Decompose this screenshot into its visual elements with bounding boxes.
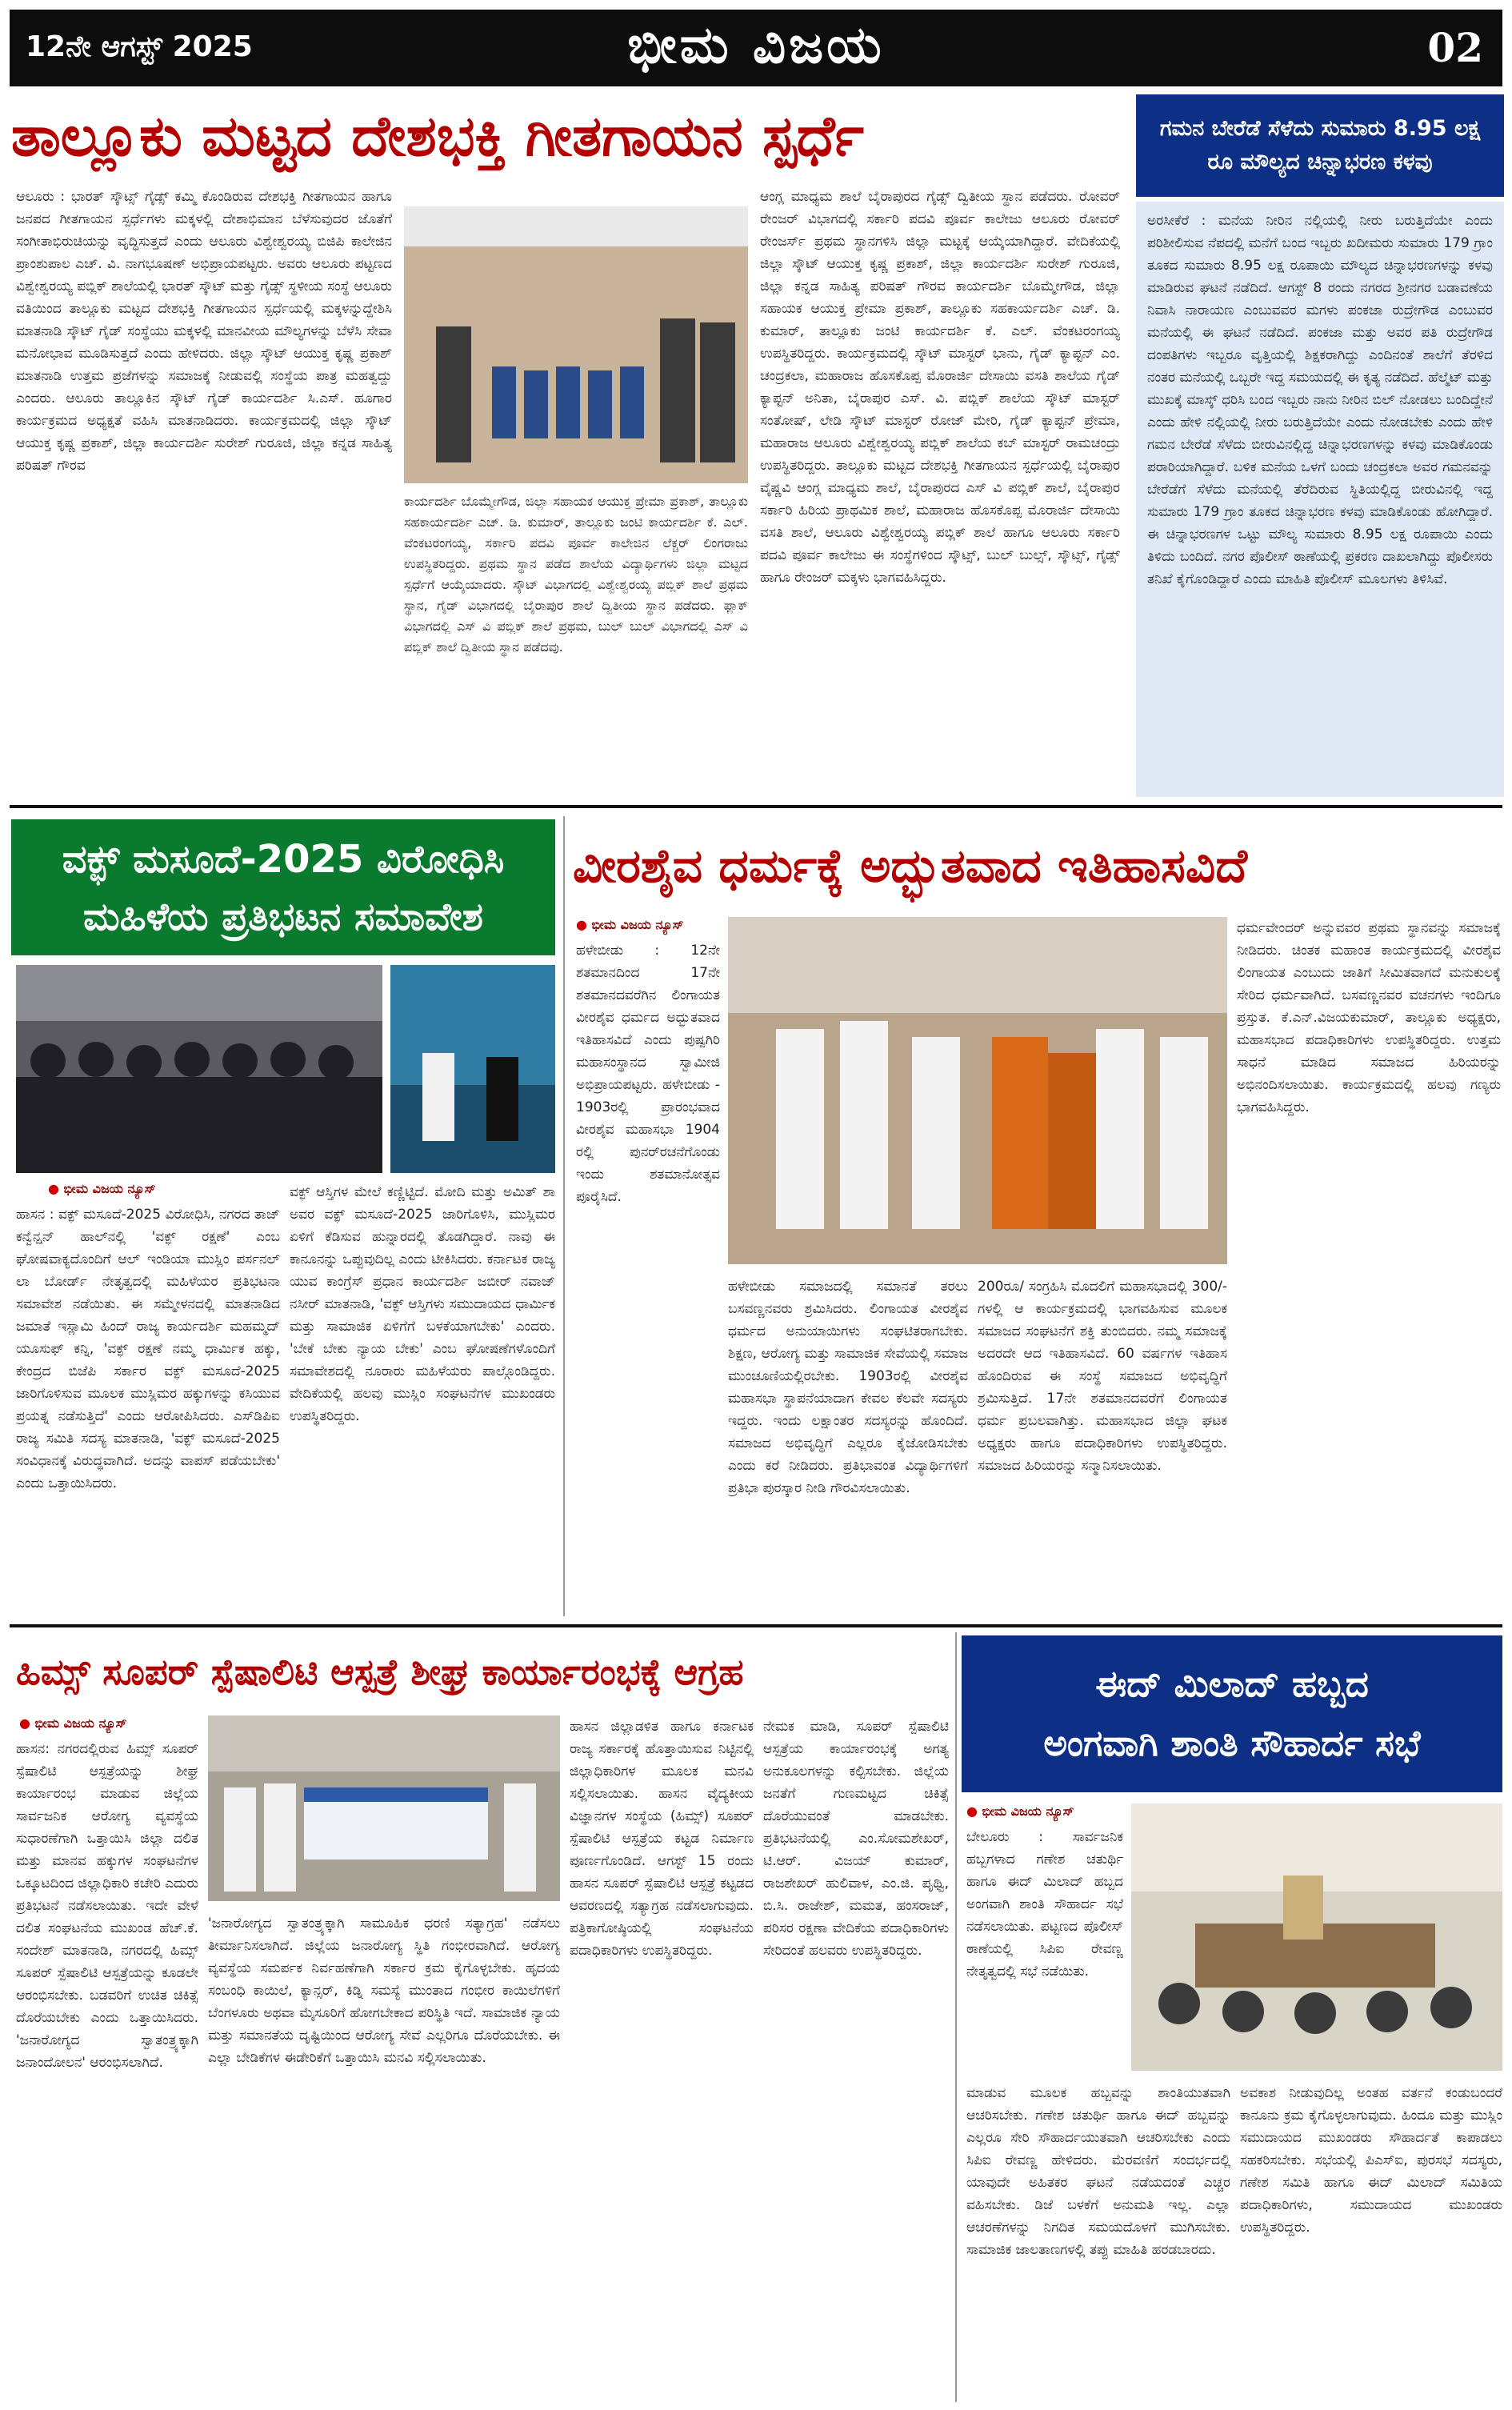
story2-headline: ಗಮನ ಬೇರೆಡೆ ಸೆಳೆದು ಸುಮಾರು 8.95 ಲಕ್ಷ ರೂ ಮೌಲ್ಯದ ಚಿನ್ನಾಭರಣ ಕಳವು (1159, 116, 1481, 174)
story2-headline-box (1136, 94, 1504, 197)
story4-intro: ಹಳೇಬೀಡು : 12ನೇ ಶತಮಾನದಿಂದ 17ನೇ ಶತಮಾನದವರೆಗಿನ ಲಿಂಗಾಯತ ವೀರಶೈವ ಧರ್ಮದ ಅದ್ಭುತವಾದ ಇತಿಹಾಸವಿದೆ ಎಂದು ಪುಷ್ಪಗಿರಿ ಮಹಾಸಂಸ್ಥಾನದ ಸ್ವಾಮೀಜಿ ಅಭಿಪ್ರಾಯಪಟ್ಟರು. ಹಳೇಬೀಡು - 1903ರಲ್ಲಿ ಪ್ರಾರಂಭವಾದ ವೀರಶೈವ ಮಹಾಸಭಾ 1904 ರಲ್ಲಿ ಪುನರ್‌ರಚನೆಗೊಂಡು ಇಂದು ಶತಮಾನೋತ್ಸವ ಪೂರೈಸಿದೆ. (576, 943, 720, 1205)
story5-column-1: ಹಾಸನ: ನಗರದಲ್ಲಿರುವ ಹಿಮ್ಸ್ ಸೂಪರ್ ಸ್ಪೆಷಾಲಿಟಿ ಆಸ್ಪತ್ರೆಯನ್ನು ಶೀಘ್ರ ಕಾರ್ಯಾರಂಭ ಮಾಡುವ ಜಿಲ್ಲೆಯ ಸಾರ್ವಜನಿಕ ಆರೋಗ್ಯ ವ್ಯವಸ್ಥೆಯ ಸುಧಾರಣೆಗಾಗಿ ಒತ್ತಾಯಿಸಿ ಜಿಲ್ಲಾ ದಲಿತ ಮತ್ತು ಮಾನವ ಹಕ್ಕುಗಳ ಸಂಘಟನೆಗಳ ಒಕ್ಕೂಟದಿಂದ ಜಿಲ್ಲಾಧಿಕಾರಿ ಕಚೇರಿ ಎದುರು ಪ್ರತಿಭಟನೆ ನಡೆಸಲಾಯಿತು. ಇದೇ ವೇಳೆ ದಲಿತ ಸಂಘಟನೆಯ ಮುಖಂಡ ಹೆಚ್.ಕೆ. ಸಂದೇಶ್ ಮಾತನಾಡಿ, ನಗರದಲ್ಲಿ ಹಿಮ್ಸ್ ಸೂಪರ್ ಸ್ಪೆಷಾಲಿಟಿ ಆಸ್ಪತ್ರೆಯನ್ನು ಕೂಡಲೇ ಆರಂಭಿಸಬೇಕು. ಬಡವರಿಗೆ ಉಚಿತ ಚಿಕಿತ್ಸೆ ದೊರೆಯಬೇಕು ಎಂದು ಒತ್ತಾಯಿಸಿದರು. 'ಜನಾರೋಗ್ಯದ ಸ್ವಾತಂತ್ರ್ಯಕ್ಕಾಗಿ ಜನಾಂದೋಲನ' ಆರಂಭಿಸಲಾಗಿದೆ. (16, 1741, 198, 2071)
story6-headline-box (962, 1635, 1502, 1792)
story1-column-1: ಆಲೂರು : ಭಾರತ್ ಸ್ಕೌಟ್ಸ್ ಗೈಡ್ಸ್ ಕಮ್ಮಿ ಕೊಂಡಿರುವ ದೇಶಭಕ್ತಿ ಗೀತಗಾಯನ ಹಾಗೂ ಜನಪದ ಗೀತಗಾಯನ ಸ್ಪರ್ಧೆಗಳು ಮಕ್ಕಳಲ್ಲಿ ದೇಶಾಭಿಮಾನ ಬೆಳೆಸುವುದರ ಜೊತೆಗೆ ಸಂಗೀತಾಭಿರುಚಿಯನ್ನು ವೃದ್ಧಿಸುತ್ತದೆ ಎಂದು ಆಲೂರು ವಿಶ್ವೇಶ್ವರಯ್ಯ ಬಿಜಿಪಿ ಕಾಲೇಜಿನ ಪ್ರಾಂಶುಪಾಲ ಎಚ್. ವಿ. ನಾಗಭೂಷಣ್ ಅಭಿಪ್ರಾಯಪಟ್ಟರು. ಅವರು ಆಲೂರು ಪಟ್ಟಣದ ವಿಶ್ವೇಶ್ವರಯ್ಯ ಪಬ್ಲಿಕ್ ಶಾಲೆಯಲ್ಲಿ ಭಾರತ್ ಸ್ಕೌಟ್ ಮತ್ತು ಗೈಡ್ಸ್ ಸ್ಥಳೀಯ ಸಂಸ್ಥೆ ಆಲೂರು ವತಿಯಿಂದ ತಾಲ್ಲೂಕು ಮಟ್ಟದ ದೇಶಭಕ್ತಿ ಗೀತಗಾಯನ ಸ್ಪರ್ಧೆಯಲ್ಲಿ ಮಕ್ಕಳನ್ನುದ್ದೇಶಿಸಿ ಮಾತನಾಡಿ ಸ್ಕೌಟ್ ಗೈಡ್ ಸಂಸ್ಥೆಯು ಮಕ್ಕಳಲ್ಲಿ ಮಾನವೀಯ ಮೌಲ್ಯಗಳನ್ನು ಬೆಳೆಸಿ ಸೇವಾ ಮನೋಭಾವ ಮೂಡಿಸುತ್ತದೆ ಎಂದು ಹೇಳಿದರು. ಜಿಲ್ಲಾ ಸ್ಕೌಟ್ ಆಯುಕ್ತ ಕೃಷ್ಣ ಪ್ರಕಾಶ್ ಮಾತನಾಡಿ ಉತ್ತಮ ಪ್ರಜೆಗಳನ್ನು ಸಮಾಜಕ್ಕೆ ನೀಡುವಲ್ಲಿ ಸಂಸ್ಥೆಯ ಪಾತ್ರ ಮಹತ್ವದ್ದು ಎಂದರು. ಆಲೂರು ತಾಲ್ಲೂಕಿನ ಸ್ಕೌಟ್ ಗೈಡ್ ಕಾರ್ಯದರ್ಶಿ ಸಿ.ಎಸ್. ಹೂಗಾರ ಕಾರ್ಯಕ್ರಮದ ಅಧ್ಯಕ್ಷತೆ ವಹಿಸಿ ಮಾತನಾಡಿದರು. ಕಾರ್ಯಕ್ರಮದಲ್ಲಿ ಜಿಲ್ಲಾ ಸ್ಕೌಟ್ ಆಯುಕ್ತ ಕೃಷ್ಣ ಪ್ರಕಾಶ್, ಜಿಲ್ಲಾ ಕಾರ್ಯದರ್ಶಿ ಸುರೇಶ್ ಗುರೂಜಿ, ಜಿಲ್ಲಾ ಕನ್ನಡ ಸಾಹಿತ್ಯ ಪರಿಷತ್ ಗೌರವ (16, 189, 392, 474)
story3-headline-line-1: ವಕ್ಫ್ ಮಸೂದೆ-2025 ವಿರೋಧಿಸಿ (62, 837, 505, 882)
story1-photo (404, 206, 748, 483)
story4-byline: ● ಭೀಮ ವಿಜಯ ನ್ಯೂಸ್ (576, 917, 720, 933)
protest-banner-photo (208, 1715, 560, 1901)
story5-photo (208, 1715, 560, 1901)
school-ceremony-photo (404, 206, 748, 483)
story4-photo (728, 917, 1227, 1264)
story1-column-3: ಆಂಗ್ಲ ಮಾಧ್ಯಮ ಶಾಲೆ ಬೈರಾಪುರದ ಗೈಡ್ಸ್ ದ್ವಿತೀಯ ಸ್ಥಾನ ಪಡೆದರು. ರೋವರ್ ರೇಂಜರ್ ವಿಭಾಗದಲ್ಲಿ ಸರ್ಕಾರಿ ಪದವಿ ಪೂರ್ವ ಕಾಲೇಜು ಆಲೂರು ರೋವರ್ ರೇಂಜರ್ಸ್ ಪ್ರಥಮ ಸ್ಥಾನಗಳಿಸಿ ಜಿಲ್ಲಾ ಮಟ್ಟಕ್ಕೆ ಆಯ್ಕೆಯಾಗಿದ್ದಾರೆ. ವೇದಿಕೆಯಲ್ಲಿ ಜಿಲ್ಲಾ ಸ್ಕೌಟ್ ಆಯುಕ್ತ ಕೃಷ್ಣ ಪ್ರಕಾಶ್, ಜಿಲ್ಲಾ ಕಾರ್ಯದರ್ಶಿ ಸುರೇಶ್ ಗುರೂಜಿ, ಜಿಲ್ಲಾ ಕನ್ನಡ ಸಾಹಿತ್ಯ ಪರಿಷತ್ ಗೌರವ ಕಾರ್ಯದರ್ಶಿ ಬೊಮ್ಮೇಗೌಡ, ಜಿಲ್ಲಾ ಸಹಾಯಕ ಆಯುಕ್ತ ಪ್ರೇಮಾ ಪ್ರಕಾಶ್, ತಾಲ್ಲೂಕು ಸಹಕಾರ್ಯದರ್ಶಿ ಎಚ್. ಡಿ. ಕುಮಾರ್, ತಾಲ್ಲೂಕು ಜಂಟಿ ಕಾರ್ಯದರ್ಶಿ ಕೆ. ಎಲ್. ವೆಂಕಟರಂಗಯ್ಯ ಉಪಸ್ಥಿತರಿದ್ದರು. ಕಾರ್ಯಕ್ರಮದಲ್ಲಿ ಸ್ಕೌಟ್ ಮಾಸ್ಟರ್ ಭಾನು, ಗೈಡ್ ಕ್ಯಾಪ್ಟನ್ ಎಂ. ಚಂದ್ರಕಲಾ, ಮಹಾರಾಜ ಹೊಸಕೊಪ್ಪ ಮೊರಾರ್ಜಿ ದೇಸಾಯಿ ವಸತಿ ಶಾಲೆಯ ಗೈಡ್ ಕ್ಯಾಪ್ಟನ್ ಅನಿತಾ, ಬೈರಾಪುರ ಎಸ್. ವಿ. ಪಬ್ಲಿಕ್ ಶಾಲೆಯ ಸ್ಕೌಟ್ ಮಾಸ್ಟರ್ ಸಂತೋಷ್, ಲೇಡಿ ಸ್ಕೌಟ್ ಮಾಸ್ಟರ್ ರೋಜ್ ಮೇರಿ, ಗೈಡ್ ಕ್ಯಾಪ್ಟನ್ ಪ್ರೇಮಾ, ಮಹಾರಾಜ ಆಲೂರು ವಿಶ್ವೇಶ್ವರಯ್ಯ ಪಬ್ಲಿಕ್ ಶಾಲೆಯ ಕಬ್ ಮಾಸ್ಟರ್ ರಾಮಚಂದ್ರು ಉಪಸ್ಥಿತರಿದ್ದರು. ತಾಲ್ಲೂಕು ಮಟ್ಟದ ದೇಶಭಕ್ತಿ ಗೀತಗಾಯನ ಸ್ಪರ್ಧೆಯಲ್ಲಿ ಬೈರಾಪುರ ವೈಷ್ಣವಿ ಆಂಗ್ಲ ಮಾಧ್ಯಮ ಶಾಲೆ, ಬೈರಾಪುರದ ಎಸ್ ವಿ ಪಬ್ಲಿಕ್ ಶಾಲೆ, ಬೈರಾಪುರ ಸರ್ಕಾರಿ ಹಿರಿಯ ಪ್ರಾಥಮಿಕ ಶಾಲೆ, ಮಹಾರಾಜ ಹೊಸಕೊಪ್ಪ ಮೊರಾರ್ಜಿ ದೇಸಾಯಿ ವಸತಿ ಶಾಲೆ, ಆಲೂರು ವಿಶ್ವೇಶ್ವರಯ್ಯ ಪಬ್ಲಿಕ್ ಶಾಲೆ ಹಾಗೂ ಆಲೂರು ಸರ್ಕಾರಿ ಪದವಿ ಪೂರ್ವ ಕಾಲೇಜು ಈ ಸಂಸ್ಥೆಗಳಿಂದ ಸ್ಕೌಟ್ಸ್, ಬುಲ್ ಬುಲ್ಸ್, ಸ್ಕೌಟ್ಸ್, ಗೈಡ್ಸ್ ಹಾಗೂ ರೇಂಜರ್ ಮಕ್ಕಳು ಭಾಗವಹಿಸಿದ್ದರು. (760, 189, 1120, 586)
story1-caption-column: ಕಾರ್ಯದರ್ಶಿ ಬೊಮ್ಮೇಗೌಡ, ಜಿಲ್ಲಾ ಸಹಾಯಕ ಆಯುಕ್ತ ಪ್ರೇಮಾ ಪ್ರಕಾಶ್, ತಾಲ್ಲೂಕು ಸಹಕಾರ್ಯದರ್ಶಿ ಎಚ್. ಡಿ. ಕುಮಾರ್, ತಾಲ್ಲೂಕು ಜಂಟಿ ಕಾರ್ಯದರ್ಶಿ ಕೆ. ಎಲ್. ವೆಂಕಟರಂಗಯ್ಯ, ಸರ್ಕಾರಿ ಪದವಿ ಪೂರ್ವ ಕಾಲೇಜಿನ ಲೆಕ್ಚರ್ ಲಿಂಗರಾಜು ಉಪಸ್ಥಿತರಿದ್ದರು. ಪ್ರಥಮ ಸ್ಥಾನ ಪಡೆದ ಶಾಲೆಯ ವಿದ್ಯಾರ್ಥಿಗಳು ಜಿಲ್ಲಾ ಮಟ್ಟದ ಸ್ಪರ್ಧೆಗೆ ಆಯ್ಕೆಯಾದರು. ಸ್ಕೌಟ್ ವಿಭಾಗದಲ್ಲಿ ವಿಶ್ವೇಶ್ವರಯ್ಯ ಪಬ್ಲಿಕ್ ಶಾಲೆ ಪ್ರಥಮ ಸ್ಥಾನ, ಗೈಡ್ ವಿಭಾಗದಲ್ಲಿ ಬೈರಾಪುರ ಶಾಲೆ ದ್ವಿತೀಯ ಸ್ಥಾನ ಪಡೆದರು. ಫ್ಲಾಕ್ ವಿಭಾಗದಲ್ಲಿ ಎಸ್ ವಿ ಪಬ್ಲಿಕ್ ಶಾಲೆ ಪ್ರಥಮ, ಬುಲ್ ಬುಲ್ ವಿಭಾಗದಲ್ಲಿ ಎಸ್ ವಿ ಪಬ್ಲಿಕ್ ಶಾಲೆ ದ್ವಿತೀಯ ಸ್ಥಾನ ಪಡೆದವು. (404, 494, 748, 655)
story6-column-1: ಮಾಡುವ ಮೂಲಕ ಹಬ್ಬವನ್ನು ಶಾಂತಿಯುತವಾಗಿ ಆಚರಿಸಬೇಕು. ಗಣೇಶ ಚತುರ್ಥಿ ಹಾಗೂ ಈದ್ ಹಬ್ಬವನ್ನು ಎಲ್ಲರೂ ಸೇರಿ ಸೌಹಾರ್ದಯುತವಾಗಿ ಆಚರಿಸಬೇಕು ಎಂದು ಸಿಪಿಐ ರೇವಣ್ಣ ಹೇಳಿದರು. ಮೆರವಣಿಗೆ ಸಂದರ್ಭದಲ್ಲಿ ಯಾವುದೇ ಅಹಿತಕರ ಘಟನೆ ನಡೆಯದಂತೆ ಎಚ್ಚರ ವಹಿಸಬೇಕು. ಡಿಜೆ ಬಳಕೆಗೆ ಅನುಮತಿ ಇಲ್ಲ. ಎಲ್ಲಾ ಆಚರಣೆಗಳನ್ನು ನಿಗದಿತ ಸಮಯದೊಳಗೆ ಮುಗಿಸಬೇಕು. ಸಾಮಾಜಿಕ ಜಾಲತಾಣಗಳಲ್ಲಿ ತಪ್ಪು ಮಾಹಿತಿ ಹರಡಬಾರದು. (966, 2085, 1230, 2258)
story2-body: ಅರಸೀಕೆರೆ : ಮನೆಯ ನೀರಿನ ನಲ್ಲಿಯಲ್ಲಿ ನೀರು ಬರುತ್ತಿದೆಯೇ ಎಂದು ಪರಿಶೀಲಿಸುವ ನೆಪದಲ್ಲಿ ಮನೆಗೆ ಬಂದ ಇಬ್ಬರು ಖದೀಮರು ಸುಮಾರು 179 ಗ್ರಾಂ ತೂಕದ ಸುಮಾರು 8.95 ಲಕ್ಷ ರೂಪಾಯಿ ಮೌಲ್ಯದ ಚಿನ್ನಾಭರಣಗಳನ್ನು ಕಳವು ಮಾಡಿರುವ ಘಟನೆ ನಡೆದಿದೆ. ಆಗಸ್ಟ್ 8 ರಂದು ನಗರದ ಶ್ರೀನಗರ ಬಡಾವಣೆಯ ನಿವಾಸಿ ನಾರಾಯಣ ಎಂಬುವವರ ಮಗಳು ಪಂಕಜಾ ರುದ್ರೇಗೌಡ ಎಂಬುವರ ಮನೆಯಲ್ಲಿ ಈ ಘಟನೆ ನಡೆದಿದೆ. ಪಂಕಜಾ ಮತ್ತು ಅವರ ಪತಿ ರುದ್ರೇಗೌಡ ದಂಪತಿಗಳು ಇಬ್ಬರೂ ವೃತ್ತಿಯಲ್ಲಿ ಶಿಕ್ಷಕರಾಗಿದ್ದು ಎಂದಿನಂತೆ ಶಾಲೆಗೆ ತೆರಳಿದ ನಂತರ ಮನೆಯಲ್ಲಿ ಒಬ್ಬರೇ ಇದ್ದ ಸಮಯದಲ್ಲಿ ಈ ಕೃತ್ಯ ನಡೆದಿದೆ. ಹೆಲ್ಮೆಟ್ ಮತ್ತು ಮುಖಕ್ಕೆ ಮಾಸ್ಕ್ ಧರಿಸಿ ಬಂದ ಇಬ್ಬರು ನಾನು ನೀರಿನ ಬಿಲ್ ನೋಡಲು ಬಂದಿದ್ದೇನೆ ಎಂದು ಹೇಳಿ ನಲ್ಲಿಯಲ್ಲಿ ನೀರು ಬರುತ್ತಿದೆಯೇ ಎಂದು ನೋಡಬೇಕು ಎಂದು ಹೇಳಿ ಗಮನ ಬೇರೆಡೆ ಸೆಳೆದು ಬೀರುವಿನಲ್ಲಿದ್ದ ಚಿನ್ನಾಭರಣಗಳನ್ನು ಕಳವು ಮಾಡಿಕೊಂಡು ಪರಾರಿಯಾಗಿದ್ದಾರೆ. ಬಳಿಕ ಮನೆಯ ಒಳಗೆ ಬಂದು ಚಂದ್ರಕಲಾ ಅವರ ಗಮನವನ್ನು ಬೇರೆಡೆಗೆ ಸೆಳೆದು ಮನೆಯಲ್ಲಿ ತೆರೆದಿರುವ ಸ್ಥಿತಿಯಲ್ಲಿದ್ದ ಬೀರುವಿನಲ್ಲಿ ಇದ್ದ ಸುಮಾರು 179 ಗ್ರಾಂ ತೂಕದ ಚಿನ್ನಾಭರಣ ಕಳವು ಮಾಡಿಕೊಂಡು ಹೋಗಿದ್ದಾರೆ. ಈ ಚಿನ್ನಾಭರಣಗಳ ಒಟ್ಟು ಮೌಲ್ಯ ಸುಮಾರು 8.95 ಲಕ್ಷ ರೂಪಾಯಿ ಎಂದು ತಿಳಿದು ಬಂದಿದೆ. ನಗರ ಪೊಲೀಸ್ ಠಾಣೆಯಲ್ಲಿ ಪ್ರಕರಣ ದಾಖಲಾಗಿದ್ದು ಪೊಲೀಸರು ತನಿಖೆ ಕೈಗೊಂಡಿದ್ದಾರೆ ಎಂದು ಮಾಹಿತಿ ಪೊಲೀಸ್ ಮೂಲಗಳು ತಿಳಿಸಿವೆ. (1136, 202, 1504, 797)
story6-column-2: ಅವಕಾಶ ನೀಡುವುದಿಲ್ಲ ಅಂತಹ ವರ್ತನೆ ಕಂಡುಬಂದರೆ ಕಾನೂನು ಕ್ರಮ ಕೈಗೊಳ್ಳಲಾಗುವುದು. ಹಿಂದೂ ಮತ್ತು ಮುಸ್ಲಿಂ ಸಮುದಾಯದ ಮುಖಂಡರು ಸೌಹಾರ್ದತೆ ಕಾಪಾಡಲು ಸಹಕರಿಸಬೇಕು. ಸಭೆಯಲ್ಲಿ ಪಿಎಸ್ಐ, ಪುರಸಭೆ ಸದಸ್ಯರು, ಗಣೇಶ ಸಮಿತಿ ಹಾಗೂ ಈದ್ ಮಿಲಾದ್ ಸಮಿತಿಯ ಪದಾಧಿಕಾರಿಗಳು, ಸಮುದಾಯದ ಮುಖಂಡರು ಉಪಸ್ಥಿತರಿದ್ದರು. (1240, 2085, 1502, 2236)
story5-column-2: 'ಜನಾರೋಗ್ಯದ ಸ್ವಾತಂತ್ರ್ಯಕ್ಕಾಗಿ ಸಾಮೂಹಿಕ ಧರಣಿ ಸತ್ಯಾಗ್ರಹ' ನಡೆಸಲು ತೀರ್ಮಾನಿಸಲಾಗಿದೆ. ಜಿಲ್ಲೆಯ ಜನಾರೋಗ್ಯ ಸ್ಥಿತಿ ಗಂಭೀರವಾಗಿದೆ. ಆರೋಗ್ಯ ವ್ಯವಸ್ಥೆಯ ಸಮರ್ಪಕ ನಿರ್ವಹಣೆಗಾಗಿ ಸರ್ಕಾರ ಕ್ರಮ ಕೈಗೊಳ್ಳಬೇಕು. ಹೃದಯ ಸಂಬಂಧಿ ಕಾಯಿಲೆ, ಕ್ಯಾನ್ಸರ್, ಕಿಡ್ನಿ ಸಮಸ್ಯೆ ಮುಂತಾದ ಗಂಭೀರ ಕಾಯಿಲೆಗಳಿಗೆ ಬೆಂಗಳೂರು ಅಥವಾ ಮೈಸೂರಿಗೆ ಹೋಗಬೇಕಾದ ಪರಿಸ್ಥಿತಿ ಇದೆ. ಸಾಮಾಜಿಕ ನ್ಯಾಯ ಮತ್ತು ಸಮಾನತೆಯ ದೃಷ್ಟಿಯಿಂದ ಆರೋಗ್ಯ ಸೇವೆ ಎಲ್ಲರಿಗೂ ದೊರೆಯಬೇಕು. ಈ ಎಲ್ಲಾ ಬೇಡಿಕೆಗಳ ಈಡೇರಿಕೆಗೆ ಒತ್ತಾಯಿಸಿ ಮನವಿ ಸಲ್ಲಿಸಲಾಯಿತು. (208, 1916, 560, 2066)
section-divider-2 (10, 1624, 1502, 1627)
story3-column-2: ವಕ್ಫ್ ಆಸ್ತಿಗಳ ಮೇಲೆ ಕಣ್ಣಿಟ್ಟಿದೆ. ಮೋದಿ ಮತ್ತು ಅಮಿತ್ ಶಾ ಅವರ ವಕ್ಫ್ ಮಸೂದೆ-2025 ಜಾರಿಗೊಳಿಸಿ, ಮುಸ್ಲಿಮರ ಏಳಿಗೆ ಕೆಡಿಸುವ ಹುನ್ನಾರದಲ್ಲಿ ತೊಡಗಿದ್ದಾರೆ. ನಾವು ಈ ಕಾನೂನನ್ನು ಒಪ್ಪುವುದಿಲ್ಲ ಎಂದು ಟೀಕಿಸಿದರು. ಕರ್ನಾಟಕ ರಾಜ್ಯ ಯುವ ಕಾಂಗ್ರೆಸ್ ಪ್ರಧಾನ ಕಾರ್ಯದರ್ಶಿ ಜಬೀರ್ ನವಾಜ್ ನಸೀರ್ ಮಾತನಾಡಿ, 'ವಕ್ಫ್ ಆಸ್ತಿಗಳು ಸಮುದಾಯದ ಧಾರ್ಮಿಕ ಮತ್ತು ಸಾಮಾಜಿಕ ಏಳಿಗೆಗೆ ಬಳಕೆಯಾಗಬೇಕು' ಎಂದರು. 'ಬೇಕೆ ಬೇಕು ನ್ಯಾಯ ಬೇಕು' ಎಂಬ ಘೋಷಣೆಗಳೊಂದಿಗೆ ಸಮಾವೇಶದಲ್ಲಿ ನೂರಾರು ಮಹಿಳೆಯರು ಪಾಲ್ಗೊಂಡಿದ್ದರು. ವೇದಿಕೆಯಲ್ಲಿ ಹಲವು ಮುಸ್ಲಿಂ ಸಂಘಟನೆಗಳ ಮುಖಂಡರು ಉಪಸ್ಥಿತರಿದ್ದರು. (290, 1184, 555, 1424)
protest-crowd-photo (16, 965, 382, 1173)
story3-column-1: ಹಾಸನ : ವಕ್ಫ್ ಮಸೂದೆ-2025 ವಿರೋಧಿಸಿ, ನಗರದ ತಾಜ್ ಕನ್ವೆನ್ಷನ್ ಹಾಲ್‌ನಲ್ಲಿ 'ವಕ್ಫ್ ರಕ್ಷಣೆ' ಎಂಬ ಘೋಷವಾಕ್ಯದೊಂದಿಗೆ ಆಲ್ ಇಂಡಿಯಾ ಮುಸ್ಲಿಂ ಪರ್ಸನಲ್ ಲಾ ಬೋರ್ಡ್ ನೇತೃತ್ವದಲ್ಲಿ ಮಹಿಳೆಯರ ಪ್ರತಿಭಟನಾ ಸಮಾವೇಶ ನಡೆಯಿತು. ಈ ಸಮ್ಮೇಳನದಲ್ಲಿ ಮಾತನಾಡಿದ ಜಮಾತೆ ಇಸ್ಲಾಮಿ ಹಿಂದ್ ರಾಜ್ಯ ಕಾರ್ಯದರ್ಶಿ ಮಹಮ್ಮದ್ ಯೂಸುಫ್ ಕನ್ನಿ, 'ವಕ್ಫ್ ರಕ್ಷಣೆ ನಮ್ಮ ಧಾರ್ಮಿಕ ಹಕ್ಕು, ಕೇಂದ್ರದ ಬಿಜೆಪಿ ಸರ್ಕಾರ ವಕ್ಫ್ ಮಸೂದೆ-2025 ಜಾರಿಗೊಳಿಸುವ ಮೂಲಕ ಮುಸ್ಲಿಮರ ಹಕ್ಕುಗಳನ್ನು ಕಸಿಯುವ ಪ್ರಯತ್ನ ನಡೆಸುತ್ತಿದೆ' ಎಂದು ಆರೋಪಿಸಿದರು. ಎಸ್‌ಡಿಪಿಐ ರಾಜ್ಯ ಸಮಿತಿ ಸದಸ್ಯ ಮಾತನಾಡಿ, 'ವಕ್ಫ್ ಮಸೂದೆ-2025 ಸಂವಿಧಾನಕ್ಕೆ ವಿರುದ್ಧವಾಗಿದೆ. ಅದನ್ನು ವಾಪಸ್ ಪಡೆಯಬೇಕು' ಎಂದು ಒತ್ತಾಯಿಸಿದರು. (16, 1207, 280, 1491)
story4-column-2: 200ರೂ/ ಸಂಗ್ರಹಿಸಿ ಮೊದಲಿಗೆ ಮಹಾಸಭಾದಲ್ಲಿ 300/- ಗಳಲ್ಲಿ ಆ ಕಾರ್ಯಕ್ರಮದಲ್ಲಿ ಭಾಗವಹಿಸುವ ಮೂಲಕ ಸಮಾಜದ ಸಂಘಟನೆಗೆ ಶಕ್ತಿ ತುಂಬಿದರು. ನಮ್ಮ ಸಮಾಜಕ್ಕೆ ಅದರದೇ ಆದ ಇತಿಹಾಸವಿದೆ. 60 ವರ್ಷಗಳ ಇತಿಹಾಸ ಹೊಂದಿರುವ ಈ ಸಂಸ್ಥೆ ಸಮಾಜದ ಅಭಿವೃದ್ಧಿಗೆ ಶ್ರಮಿಸುತ್ತಿದೆ. 17ನೇ ಶತಮಾನದವರೆಗೆ ಲಿಂಗಾಯತ ಧರ್ಮ ಪ್ರಬಲವಾಗಿತ್ತು. ಮಹಾಸಭಾದ ಜಿಲ್ಲಾ ಘಟಕ ಅಧ್ಯಕ್ಷರು ಹಾಗೂ ಪದಾಧಿಕಾರಿಗಳು ಉಪಸ್ಥಿತರಿದ್ದರು. ಸಮಾಜದ ಹಿರಿಯರನ್ನು ಸನ್ಮಾನಿಸಲಾಯಿತು. (978, 1279, 1227, 1474)
story6-byline: ● ಭೀಮ ವಿಜಯ ನ್ಯೂಸ್ (966, 1803, 1123, 1820)
story6-headline-line-1: ಈದ್ ಮಿಲಾದ್ ಹಬ್ಬದ (1095, 1663, 1369, 1705)
story3-photo-main (16, 965, 382, 1173)
masthead (10, 10, 1502, 86)
section-divider (10, 805, 1502, 808)
lamp-lighting-ceremony-photo (728, 917, 1227, 1264)
story6-photo (1131, 1803, 1502, 2071)
story6-headline-line-2: ಅಂಗವಾಗಿ ಶಾಂತಿ ಸೌಹಾರ್ದ ಸಭೆ (1043, 1722, 1421, 1764)
story4-column-3: ಧರ್ಮವೇಂದರ್ ಅನ್ನುವವರ ಪ್ರಥಮ ಸ್ಥಾನವನ್ನು ಸಮಾಜಕ್ಕೆ ನೀಡಿದರು. ಚಿಂತಕ ಮಹಾಂತ ಕಾರ್ಯಕ್ರಮದಲ್ಲಿ ವೀರಶೈವ ಲಿಂಗಾಯತ ಎಂಬುದು ಜಾತಿಗೆ ಸೀಮಿತವಾಗದೆ ಮನುಕುಲಕ್ಕೆ ಸೇರಿದ ಧರ್ಮವಾಗಿದೆ. ಬಸವಣ್ಣನವರ ವಚನಗಳು ಇಂದಿಗೂ ಪ್ರಸ್ತುತ. ಕೆ.ಎನ್.ವಿಜಯಕುಮಾರ್, ತಾಲ್ಲೂಕು ಅಧ್ಯಕ್ಷರು, ಮಹಾಸಭಾದ ಪದಾಧಿಕಾರಿಗಳು ಉಪಸ್ಥಿತರಿದ್ದರು. ಉತ್ತಮ ಸಾಧನೆ ಮಾಡಿದ ಸಮಾಜದ ಹಿರಿಯರನ್ನು ಅಭಿನಂದಿಸಲಾಯಿತು. ಕಾರ್ಯಕ್ರಮದಲ್ಲಿ ಹಲವು ಗಣ್ಯರು ಭಾಗವಹಿಸಿದ್ದರು. (1237, 920, 1501, 1115)
column-divider-2 (955, 1632, 957, 2402)
newspaper-title: ಭೀಮ ವಿಜಯ (627, 16, 885, 75)
story3-photo-stage (390, 965, 555, 1173)
story3-headline-line-2: ಮಹಿಳೆಯ ಪ್ರತಿಭಟನ ಸಮಾವೇಶ (83, 895, 483, 939)
story3-headline-box (11, 819, 555, 955)
page-number: 02 (1427, 24, 1483, 71)
story3-byline: ● ಭೀಮ ವಿಜಯ ನ್ಯೂಸ್ (48, 1181, 368, 1197)
stage-speakers-photo (390, 965, 555, 1173)
issue-date: 12ನೇ ಆಗಸ್ಟ್ 2025 (26, 30, 253, 63)
story4-headline: ವೀರಶೈವ ಧರ್ಮಕ್ಕೆ ಅದ್ಭುತವಾದ ಇತಿಹಾಸವಿದೆ (573, 839, 1248, 893)
story5-column-4: ನೇಮಕ ಮಾಡಿ, ಸೂಪರ್ ಸ್ಪೆಷಾಲಿಟಿ ಆಸ್ಪತ್ರೆಯ ಕಾರ್ಯಾರಂಭಕ್ಕೆ ಅಗತ್ಯ ಅನುಕೂಲಗಳನ್ನು ಕಲ್ಪಿಸಬೇಕು. ಜಿಲ್ಲೆಯ ಜನತೆಗೆ ಗುಣಮಟ್ಟದ ಚಿಕಿತ್ಸೆ ದೊರೆಯುವಂತೆ ಮಾಡಬೇಕು. ಪ್ರತಿಭಟನೆಯಲ್ಲಿ ಎಂ.ಸೋಮಶೇಖರ್, ಟಿ.ಆರ್. ವಿಜಯ್ ಕುಮಾರ್, ರಾಜಶೇಖರ್ ಹುಲಿವಾಳ, ಎಂ.ಜಿ. ಪೃಥ್ವಿ, ಬಿ.ಸಿ. ರಾಜೇಶ್, ಮಮತ, ಹಂಸರಾಜ್, ಪರಿಸರ ರಕ್ಷಣಾ ವೇದಿಕೆಯ ಪದಾಧಿಕಾರಿಗಳು ಸೇರಿದಂತೆ ಹಲವರು ಉಪಸ್ಥಿತರಿದ್ದರು. (763, 1719, 949, 1959)
column-divider (563, 816, 565, 1616)
story1-headline: ತಾಲ್ಲೂಕು ಮಟ್ಟದ ದೇಶಭಕ್ತಿ ಗೀತಗಾಯನ ಸ್ಪರ್ಧೆ (11, 102, 864, 169)
story5-byline: ● ಭೀಮ ವಿಜಯ ನ್ಯೂಸ್ (19, 1715, 195, 1731)
story4-column-1: ಹಳೇಬೀಡು ಸಮಾಜದಲ್ಲಿ ಸಮಾನತೆ ತರಲು ಬಸವಣ್ಣನವರು ಶ್ರಮಿಸಿದರು. ಲಿಂಗಾಯತ ವೀರಶೈವ ಧರ್ಮದ ಅನುಯಾಯಿಗಳು ಸಂಘಟಿತರಾಗಬೇಕು. ಶಿಕ್ಷಣ, ಆರೋಗ್ಯ ಮತ್ತು ಸಾಮಾಜಿಕ ಸೇವೆಯಲ್ಲಿ ಸಮಾಜ ಮುಂಚೂಣಿಯಲ್ಲಿರಬೇಕು. 1903ರಲ್ಲಿ ವೀರಶೈವ ಮಹಾಸಭಾ ಸ್ಥಾಪನೆಯಾದಾಗ ಕೇವಲ ಕೆಲವೇ ಸದಸ್ಯರು ಇದ್ದರು. ಇಂದು ಲಕ್ಷಾಂತರ ಸದಸ್ಯರನ್ನು ಹೊಂದಿದೆ. ಸಮಾಜದ ಅಭಿವೃದ್ಧಿಗೆ ಎಲ್ಲರೂ ಕೈಜೋಡಿಸಬೇಕು ಎಂದು ಕರೆ ನೀಡಿದರು. ಪ್ರತಿಭಾವಂತ ವಿದ್ಯಾರ್ಥಿಗಳಿಗೆ ಪ್ರತಿಭಾ ಪುರಸ್ಕಾರ ನೀಡಿ ಗೌರವಿಸಲಾಯಿತು. (728, 1279, 968, 1496)
story5-headline: ಹಿಮ್ಸ್ ಸೂಪರ್ ಸ್ಪೆಷಾಲಿಟಿ ಆಸ್ಪತ್ರೆ ಶೀಘ್ರ ಕಾರ್ಯಾರಂಭಕ್ಕೆ ಆಗ್ರಹ (16, 1651, 744, 1693)
story5-column-3: ಹಾಸನ ಜಿಲ್ಲಾಡಳಿತ ಹಾಗೂ ಕರ್ನಾಟಕ ರಾಜ್ಯ ಸರ್ಕಾರಕ್ಕೆ ಹೊತ್ತಾಯಿಸುವ ನಿಟ್ಟಿನಲ್ಲಿ ಜಿಲ್ಲಾಧಿಕಾರಿಗಳ ಮೂಲಕ ಮನವಿ ಸಲ್ಲಿಸಲಾಯಿತು. ಹಾಸನ ವೈದ್ಯಕೀಯ ವಿಜ್ಞಾನಗಳ ಸಂಸ್ಥೆಯ (ಹಿಮ್ಸ್) ಸೂಪರ್ ಸ್ಪೆಷಾಲಿಟಿ ಆಸ್ಪತ್ರೆಯ ಕಟ್ಟಡ ನಿರ್ಮಾಣ ಪೂರ್ಣಗೊಂಡಿದೆ. ಆಗಸ್ಟ್ 15 ರಂದು ಹಾಸನ ಸೂಪರ್ ಸ್ಪೆಷಾಲಿಟಿ ಆಸ್ಪತ್ರೆ ಕಟ್ಟಡದ ಆವರಣದಲ್ಲಿ ಸತ್ಯಾಗ್ರಹ ನಡೆಸಲಾಗುವುದು. ಪತ್ರಿಕಾಗೋಷ್ಠಿಯಲ್ಲಿ ಸಂಘಟನೆಯ ಪದಾಧಿಕಾರಿಗಳು ಉಪಸ್ಥಿತರಿದ್ದರು. (570, 1719, 754, 1959)
peace-meeting-photo (1131, 1803, 1502, 2071)
story6-side-column: ಬೇಲೂರು : ಸಾರ್ವಜನಿಕ ಹಬ್ಬಗಳಾದ ಗಣೇಶ ಚತುರ್ಥಿ ಹಾಗೂ ಈದ್ ಮಿಲಾದ್ ಹಬ್ಬದ ಅಂಗವಾಗಿ ಶಾಂತಿ ಸೌಹಾರ್ದ ಸಭೆ ನಡೆಸಲಾಯಿತು. ಪಟ್ಟಣದ ಪೊಲೀಸ್ ಠಾಣೆಯಲ್ಲಿ ಸಿಪಿಐ ರೇವಣ್ಣ ನೇತೃತ್ವದಲ್ಲಿ ಸಭೆ ನಡೆಯಿತು. (966, 1829, 1123, 1980)
